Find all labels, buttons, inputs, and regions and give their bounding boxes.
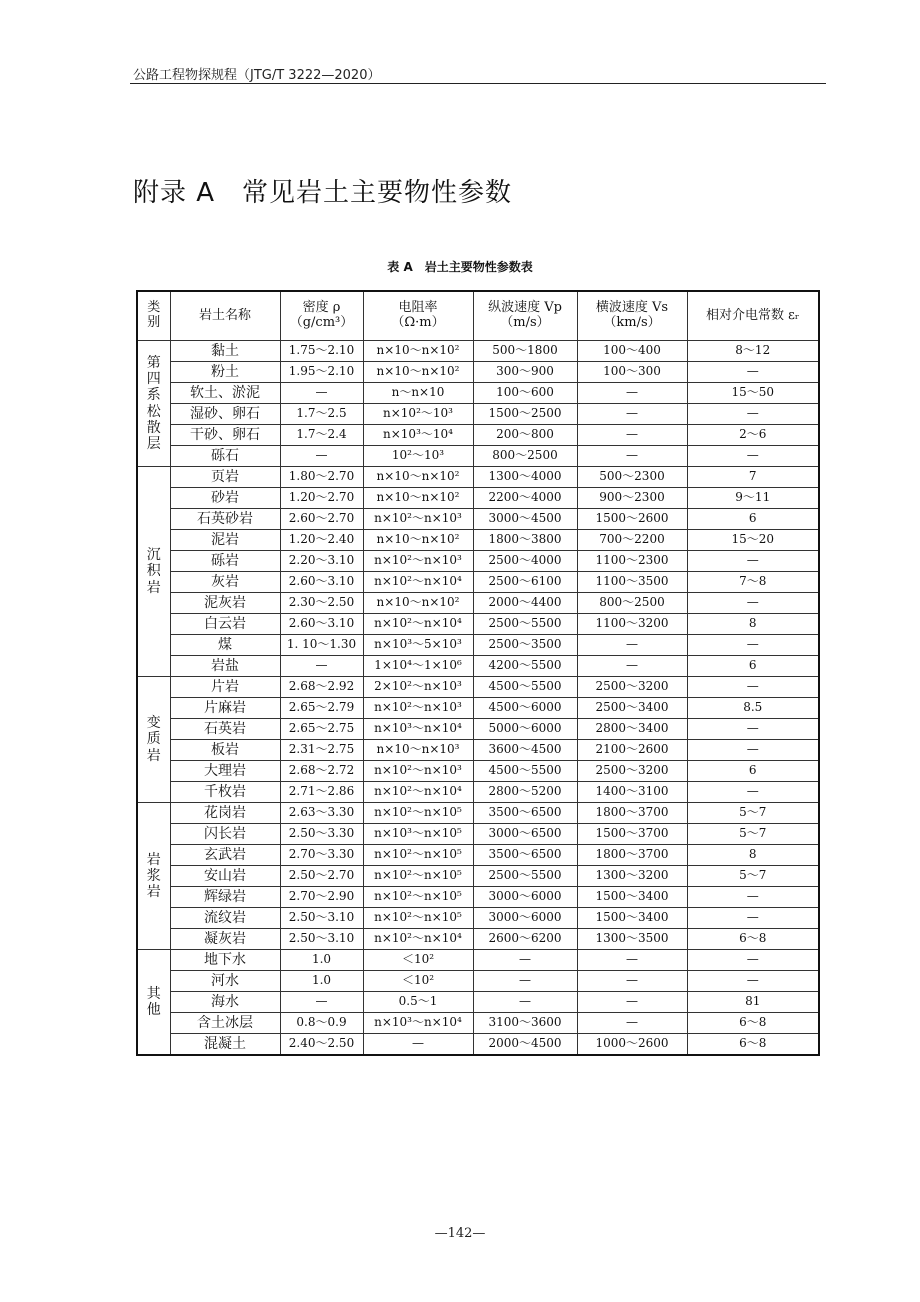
vp-cell: 1800～3800 (473, 530, 577, 551)
vs-cell: 1800～3700 (577, 803, 687, 824)
vp-cell: 3000～6000 (473, 908, 577, 929)
permittivity-cell: 9～11 (687, 488, 819, 509)
vs-cell: 1300～3500 (577, 929, 687, 950)
rock-name-cell: 湿砂、卵石 (170, 404, 280, 425)
vs-cell: 1500～3400 (577, 887, 687, 908)
permittivity-cell: 6 (687, 656, 819, 677)
vs-cell: 1100～3200 (577, 614, 687, 635)
vp-cell: 3500～6500 (473, 803, 577, 824)
vp-cell: 3000～6000 (473, 887, 577, 908)
permittivity-cell: — (687, 908, 819, 929)
density-cell: 2.68～2.92 (280, 677, 363, 698)
vs-cell: 1100～2300 (577, 551, 687, 572)
vp-cell: 300～900 (473, 362, 577, 383)
density-cell: 1.7～2.4 (280, 425, 363, 446)
resistivity-cell: n×10²～n×10⁴ (363, 929, 473, 950)
resistivity-cell: n×10²～n×10⁴ (363, 614, 473, 635)
rock-name-cell: 砂岩 (170, 488, 280, 509)
table-row (137, 593, 819, 614)
rock-name-cell: 岩盐 (170, 656, 280, 677)
density-cell: 2.50～2.70 (280, 866, 363, 887)
permittivity-cell: — (687, 719, 819, 740)
table-row (137, 614, 819, 635)
density-cell: 1.0 (280, 971, 363, 992)
rock-name-cell: 玄武岩 (170, 845, 280, 866)
permittivity-cell: — (687, 782, 819, 803)
resistivity-cell: n×10²～n×10⁵ (363, 803, 473, 824)
vp-cell: 2500～6100 (473, 572, 577, 593)
vs-cell: — (577, 425, 687, 446)
column-header-vs (577, 291, 687, 341)
permittivity-cell: 5～7 (687, 803, 819, 824)
table-row (137, 383, 819, 404)
vs-cell: 2500～3400 (577, 698, 687, 719)
resistivity-cell: 10²～10³ (363, 446, 473, 467)
density-cell: 2.50～3.10 (280, 908, 363, 929)
permittivity-cell: 8～12 (687, 341, 819, 362)
category-label: 变质岩 (146, 715, 161, 764)
table-row (137, 677, 819, 698)
permittivity-cell: 6 (687, 509, 819, 530)
vs-cell: 1100～3500 (577, 572, 687, 593)
permittivity-cell: 6～8 (687, 929, 819, 950)
permittivity-cell: 81 (687, 992, 819, 1013)
vs-cell: 1500～3400 (577, 908, 687, 929)
column-header-line: （Ω·m） (391, 315, 445, 330)
vp-cell: 4500～6000 (473, 698, 577, 719)
table-row (137, 425, 819, 446)
rock-name-cell: 灰岩 (170, 572, 280, 593)
rock-name-cell: 泥灰岩 (170, 593, 280, 614)
rock-name-cell: 白云岩 (170, 614, 280, 635)
vs-cell: 1300～3200 (577, 866, 687, 887)
table-row (137, 656, 819, 677)
table-row (137, 929, 819, 950)
vp-cell: 3600～4500 (473, 740, 577, 761)
density-cell: 1.80～2.70 (280, 467, 363, 488)
rock-name-cell: 含土冰层 (170, 1013, 280, 1034)
column-header-line: 相对介电常数 εᵣ (706, 307, 800, 323)
table-body (137, 341, 819, 1056)
rock-name-cell: 辉绿岩 (170, 887, 280, 908)
vp-cell: 2500～5500 (473, 866, 577, 887)
resistivity-cell: n×10²～n×10³ (363, 761, 473, 782)
vs-cell: 2500～3200 (577, 677, 687, 698)
permittivity-cell: 5～7 (687, 824, 819, 845)
appendix-title: 附录 A 常见岩土主要物性参数 (133, 178, 513, 208)
vp-cell: 1500～2500 (473, 404, 577, 425)
table-row (137, 572, 819, 593)
rock-name-cell: 凝灰岩 (170, 929, 280, 950)
column-header-permittivity (687, 291, 819, 341)
density-cell: 1.20～2.40 (280, 530, 363, 551)
vs-cell: 800～2500 (577, 593, 687, 614)
column-header-line: （km/s） (603, 315, 661, 330)
vp-cell: 1300～4000 (473, 467, 577, 488)
resistivity-cell: n×10³～n×10⁵ (363, 824, 473, 845)
vs-cell: 900～2300 (577, 488, 687, 509)
resistivity-cell: 1×10⁴～1×10⁶ (363, 656, 473, 677)
density-cell: 2.50～3.10 (280, 929, 363, 950)
rock-name-cell: 煤 (170, 635, 280, 656)
density-cell: 1.20～2.70 (280, 488, 363, 509)
vp-cell: 100～600 (473, 383, 577, 404)
rock-name-cell: 板岩 (170, 740, 280, 761)
table-row (137, 782, 819, 803)
table-row (137, 551, 819, 572)
vs-cell: 700～2200 (577, 530, 687, 551)
table-row (137, 509, 819, 530)
vs-cell: — (577, 971, 687, 992)
resistivity-cell: ＜10² (363, 971, 473, 992)
table-row (137, 1013, 819, 1034)
table-row (137, 803, 819, 824)
rock-name-cell: 黏土 (170, 341, 280, 362)
vs-cell: — (577, 404, 687, 425)
column-header-line: 别 (147, 315, 161, 330)
permittivity-cell: — (687, 362, 819, 383)
density-cell: 2.20～3.10 (280, 551, 363, 572)
rock-name-cell: 流纹岩 (170, 908, 280, 929)
vs-cell: 2100～2600 (577, 740, 687, 761)
rock-name-cell: 粉土 (170, 362, 280, 383)
vp-cell: 2500～4000 (473, 551, 577, 572)
vs-cell: — (577, 992, 687, 1013)
column-header-line: （m/s） (500, 315, 550, 330)
resistivity-cell: 0.5～1 (363, 992, 473, 1013)
resistivity-cell: n×10³～5×10³ (363, 635, 473, 656)
density-cell: 2.65～2.75 (280, 719, 363, 740)
permittivity-cell: — (687, 950, 819, 971)
permittivity-cell: — (687, 971, 819, 992)
column-header-line: 岩土名称 (198, 307, 251, 323)
resistivity-cell: n×10～n×10² (363, 341, 473, 362)
resistivity-cell: n×10²～n×10⁴ (363, 572, 473, 593)
category-label: 沉积岩 (146, 547, 161, 596)
rock-name-cell: 干砂、卵石 (170, 425, 280, 446)
resistivity-cell: n×10²～n×10⁴ (363, 782, 473, 803)
permittivity-cell: 8.5 (687, 698, 819, 719)
density-cell: 2.71～2.86 (280, 782, 363, 803)
permittivity-cell: — (687, 677, 819, 698)
resistivity-cell: n×10²～n×10⁵ (363, 887, 473, 908)
table-row (137, 887, 819, 908)
resistivity-cell: n×10³～n×10⁴ (363, 1013, 473, 1034)
permittivity-cell: 6～8 (687, 1013, 819, 1034)
category-label: 岩浆岩 (146, 851, 161, 901)
permittivity-cell: 8 (687, 845, 819, 866)
table-row (137, 488, 819, 509)
permittivity-cell: — (687, 551, 819, 572)
permittivity-cell: — (687, 635, 819, 656)
vp-cell: 200～800 (473, 425, 577, 446)
rock-name-cell: 泥岩 (170, 530, 280, 551)
resistivity-cell: n×10～n×10² (363, 593, 473, 614)
table-row (137, 992, 819, 1013)
rock-name-cell: 混凝土 (170, 1034, 280, 1056)
density-cell: 2.60～2.70 (280, 509, 363, 530)
rock-name-cell: 石英砂岩 (170, 509, 280, 530)
permittivity-cell: 5～7 (687, 866, 819, 887)
column-header-line: 类 (147, 300, 161, 316)
vp-cell: — (473, 971, 577, 992)
table-row (137, 467, 819, 488)
permittivity-cell: — (687, 404, 819, 425)
resistivity-cell: ＜10² (363, 950, 473, 971)
vs-cell: 500～2300 (577, 467, 687, 488)
vp-cell: 4200～5500 (473, 656, 577, 677)
resistivity-cell: n～n×10 (363, 383, 473, 404)
table-row (137, 971, 819, 992)
vp-cell: 3000～6500 (473, 824, 577, 845)
rock-name-cell: 安山岩 (170, 866, 280, 887)
category-cell (137, 677, 170, 803)
resistivity-cell: n×10³～10⁴ (363, 425, 473, 446)
density-cell: 2.31～2.75 (280, 740, 363, 761)
rock-name-cell: 软土、淤泥 (170, 383, 280, 404)
density-cell: 1. 10～1.30 (280, 635, 363, 656)
vs-cell: 2800～3400 (577, 719, 687, 740)
resistivity-cell: n×10～n×10² (363, 467, 473, 488)
table-row (137, 404, 819, 425)
permittivity-cell: — (687, 593, 819, 614)
table-row (137, 446, 819, 467)
resistivity-cell: n×10²～10³ (363, 404, 473, 425)
resistivity-cell: n×10～n×10² (363, 362, 473, 383)
resistivity-cell: n×10²～n×10³ (363, 551, 473, 572)
vp-cell: 3100～3600 (473, 1013, 577, 1034)
vp-cell: 2600～6200 (473, 929, 577, 950)
resistivity-cell: 2×10²～n×10³ (363, 677, 473, 698)
resistivity-cell: n×10²～n×10⁵ (363, 866, 473, 887)
density-cell: — (280, 656, 363, 677)
table-row (137, 866, 819, 887)
vp-cell: — (473, 992, 577, 1013)
density-cell: 2.70～2.90 (280, 887, 363, 908)
column-header-line: 密度 ρ (302, 300, 341, 316)
rock-properties-table (136, 290, 820, 1056)
rock-name-cell: 页岩 (170, 467, 280, 488)
table-row (137, 950, 819, 971)
column-header-name (170, 291, 280, 341)
permittivity-cell: 7～8 (687, 572, 819, 593)
table-row (137, 824, 819, 845)
density-cell: 2.60～3.10 (280, 614, 363, 635)
category-label: 其他 (146, 985, 161, 1018)
rock-name-cell: 砾岩 (170, 551, 280, 572)
vp-cell: 500～1800 (473, 341, 577, 362)
permittivity-cell: 15～20 (687, 530, 819, 551)
rock-name-cell: 石英岩 (170, 719, 280, 740)
density-cell: 2.70～3.30 (280, 845, 363, 866)
rock-name-cell: 海水 (170, 992, 280, 1013)
density-cell: 0.8～0.9 (280, 1013, 363, 1034)
permittivity-cell: 15～50 (687, 383, 819, 404)
vp-cell: 800～2500 (473, 446, 577, 467)
vp-cell: 2800～5200 (473, 782, 577, 803)
permittivity-cell: — (687, 446, 819, 467)
vs-cell: 1500～3700 (577, 824, 687, 845)
vp-cell: 3000～4500 (473, 509, 577, 530)
header-divider (130, 83, 826, 84)
density-cell: 2.68～2.72 (280, 761, 363, 782)
column-header-category (137, 291, 170, 341)
category-cell (137, 467, 170, 677)
resistivity-cell: n×10²～n×10⁵ (363, 845, 473, 866)
density-cell: 1.95～2.10 (280, 362, 363, 383)
table-row (137, 635, 819, 656)
resistivity-cell: n×10²～n×10⁵ (363, 908, 473, 929)
vs-cell: 100～400 (577, 341, 687, 362)
permittivity-cell: — (687, 740, 819, 761)
rock-name-cell: 片岩 (170, 677, 280, 698)
resistivity-cell: n×10～n×10² (363, 530, 473, 551)
permittivity-cell: 6 (687, 761, 819, 782)
vp-cell: 5000～6000 (473, 719, 577, 740)
density-cell: 2.65～2.79 (280, 698, 363, 719)
vs-cell: — (577, 1013, 687, 1034)
table-row (137, 1034, 819, 1056)
category-cell (137, 341, 170, 467)
column-header-density (280, 291, 363, 341)
density-cell: 2.40～2.50 (280, 1034, 363, 1056)
resistivity-cell: — (363, 1034, 473, 1056)
table-row (137, 698, 819, 719)
permittivity-cell: — (687, 887, 819, 908)
vs-cell: 100～300 (577, 362, 687, 383)
rock-name-cell: 大理岩 (170, 761, 280, 782)
table-row (137, 761, 819, 782)
vs-cell: — (577, 635, 687, 656)
column-header-vp (473, 291, 577, 341)
vp-cell: 2500～5500 (473, 614, 577, 635)
density-cell: 1.7～2.5 (280, 404, 363, 425)
vs-cell: — (577, 383, 687, 404)
column-header-resistivity (363, 291, 473, 341)
vp-cell: 3500～6500 (473, 845, 577, 866)
table-header-row (137, 291, 819, 341)
rock-name-cell: 花岗岩 (170, 803, 280, 824)
density-cell: — (280, 383, 363, 404)
density-cell: 2.60～3.10 (280, 572, 363, 593)
rock-name-cell: 片麻岩 (170, 698, 280, 719)
table-caption: 表 A 岩土主要物性参数表 (387, 260, 533, 274)
permittivity-cell: 8 (687, 614, 819, 635)
density-cell: 2.30～2.50 (280, 593, 363, 614)
rock-name-cell: 砾石 (170, 446, 280, 467)
rock-name-cell: 河水 (170, 971, 280, 992)
permittivity-cell: 2～6 (687, 425, 819, 446)
running-header: 公路工程物探规程（JTG/T 3222—2020） (133, 68, 381, 83)
table-row (137, 740, 819, 761)
category-cell (137, 803, 170, 950)
vs-cell: — (577, 446, 687, 467)
density-cell: 2.63～3.30 (280, 803, 363, 824)
permittivity-cell: 7 (687, 467, 819, 488)
vp-cell: 2200～4000 (473, 488, 577, 509)
density-cell: — (280, 446, 363, 467)
column-header-line: 横波速度 Vs (595, 300, 669, 316)
table-row (137, 341, 819, 362)
permittivity-cell: 6～8 (687, 1034, 819, 1056)
table-row (137, 719, 819, 740)
density-cell: 1.0 (280, 950, 363, 971)
density-cell: — (280, 992, 363, 1013)
resistivity-cell: n×10³～n×10⁴ (363, 719, 473, 740)
category-label: 第四系松散层 (146, 355, 161, 452)
rock-name-cell: 闪长岩 (170, 824, 280, 845)
vs-cell: — (577, 950, 687, 971)
table-row (137, 362, 819, 383)
vp-cell: 2000～4400 (473, 593, 577, 614)
table-row (137, 908, 819, 929)
vp-cell: 4500～5500 (473, 677, 577, 698)
vs-cell: 1800～3700 (577, 845, 687, 866)
category-cell (137, 950, 170, 1056)
vs-cell: — (577, 656, 687, 677)
table-row (137, 845, 819, 866)
table-row (137, 530, 819, 551)
vp-cell: 2500～3500 (473, 635, 577, 656)
vs-cell: 1000～2600 (577, 1034, 687, 1056)
vs-cell: 2500～3200 (577, 761, 687, 782)
column-header-line: （g/cm³） (289, 315, 354, 330)
density-cell: 1.75～2.10 (280, 341, 363, 362)
resistivity-cell: n×10～n×10² (363, 488, 473, 509)
rock-name-cell: 地下水 (170, 950, 280, 971)
vs-cell: 1400～3100 (577, 782, 687, 803)
page-number: —142— (434, 1226, 486, 1241)
density-cell: 2.50～3.30 (280, 824, 363, 845)
resistivity-cell: n×10²～n×10³ (363, 509, 473, 530)
resistivity-cell: n×10²～n×10³ (363, 698, 473, 719)
vs-cell: 1500～2600 (577, 509, 687, 530)
vp-cell: — (473, 950, 577, 971)
vp-cell: 2000～4500 (473, 1034, 577, 1056)
rock-name-cell: 千枚岩 (170, 782, 280, 803)
column-header-line: 电阻率 (398, 300, 438, 316)
column-header-line: 纵波速度 Vp (488, 300, 562, 316)
vp-cell: 4500～5500 (473, 761, 577, 782)
resistivity-cell: n×10～n×10³ (363, 740, 473, 761)
